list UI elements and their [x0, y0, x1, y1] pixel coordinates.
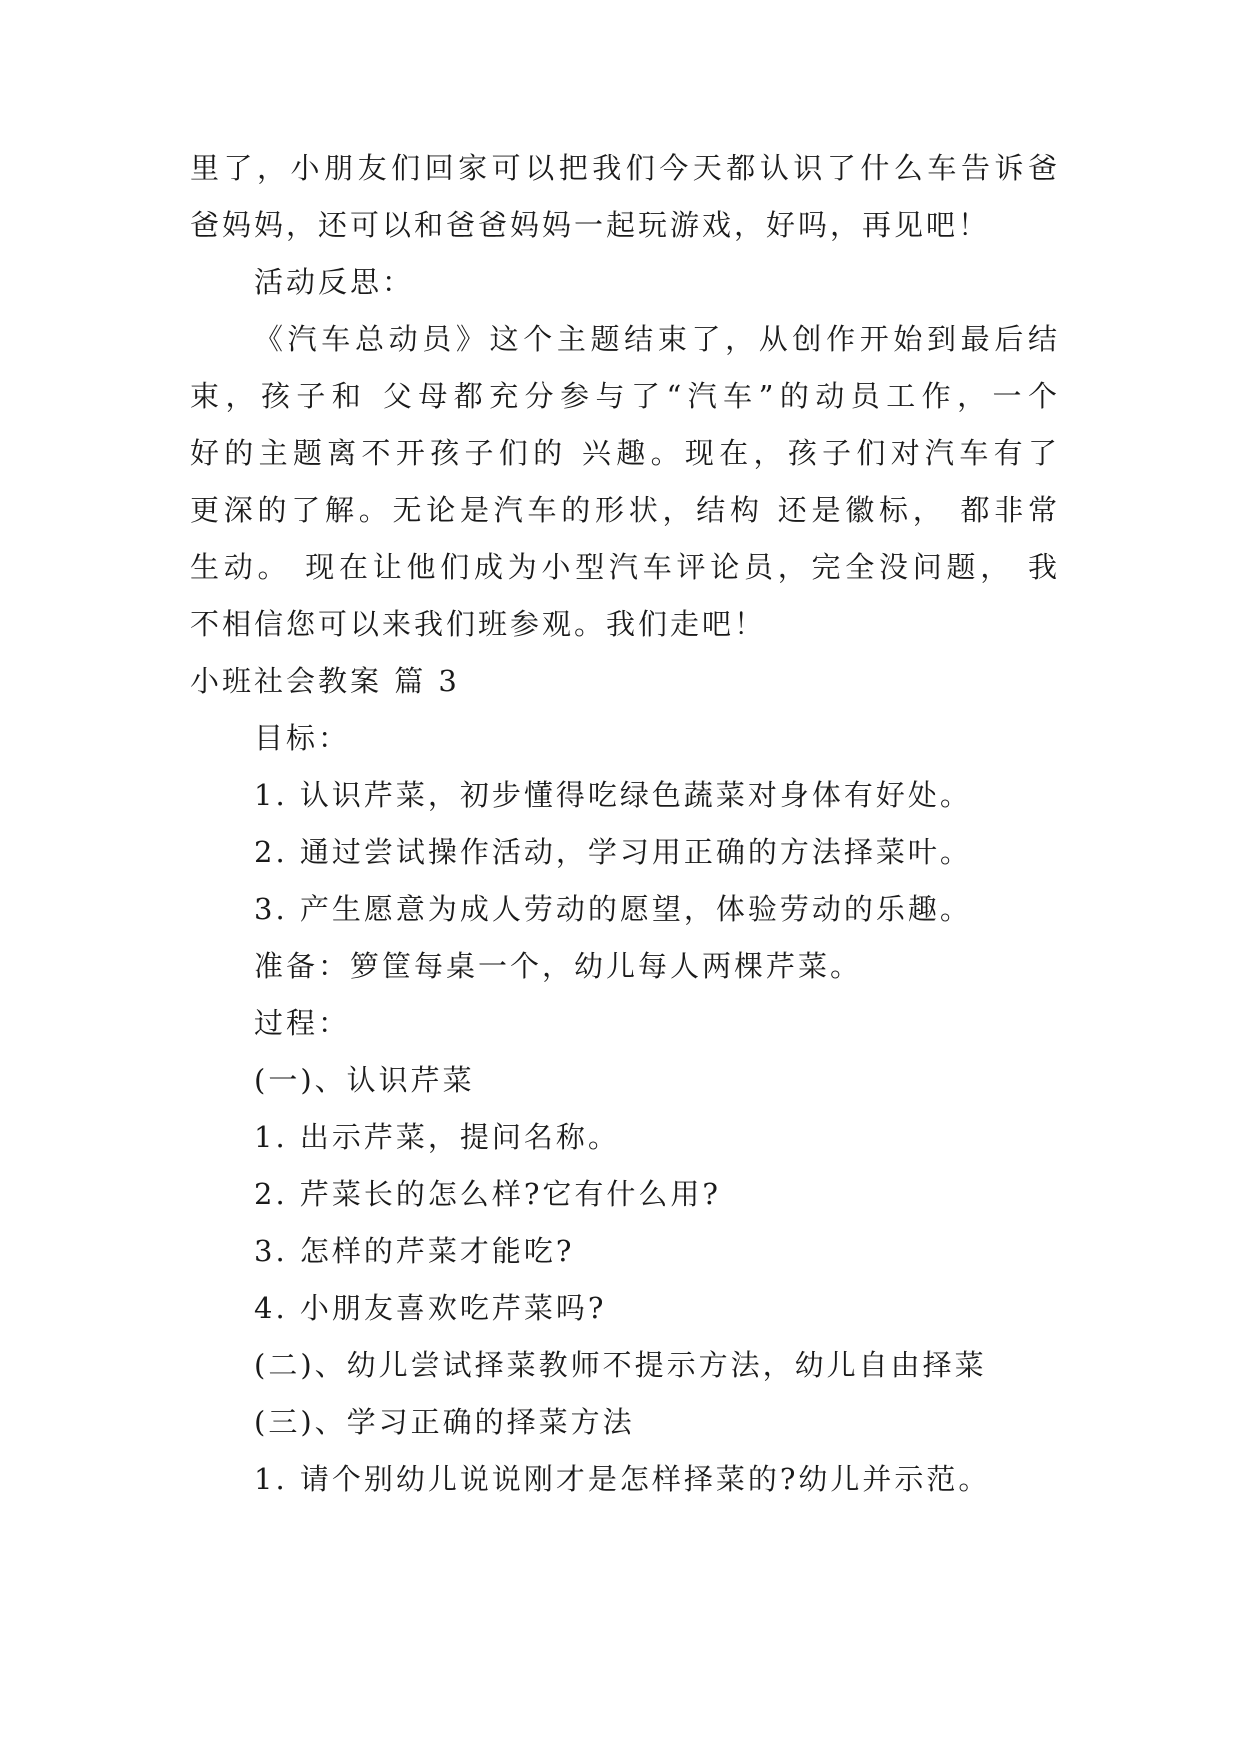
text-line: 活动反思：: [254, 265, 415, 299]
text-line: 准备：箩筐每桌一个，幼儿每人两棵芹菜。: [254, 949, 863, 983]
text-line: (三)、学习正确的择菜方法: [254, 1405, 635, 1439]
list-item: 2. 芹菜长的怎么样?它有什么用?: [254, 1177, 721, 1211]
section-heading: 小班社会教案 篇 3: [190, 664, 460, 698]
text-line: 不相信您可以来我们班参观。我们走吧！: [190, 607, 767, 641]
list-item: 1. 认识芹菜，初步懂得吃绿色蔬菜对身体有好处。: [254, 778, 972, 812]
text-line: (二)、幼儿尝试择菜教师不提示方法，幼儿自由择菜: [254, 1348, 987, 1382]
text-line: 束，孩子和 父母都充分参与了“汽车”的动员工作，一个: [190, 379, 1060, 413]
list-item: 1. 请个别幼儿说说刚才是怎样择菜的?幼儿并示范。: [254, 1462, 991, 1496]
list-item: 1. 出示芹菜，提问名称。: [254, 1120, 620, 1154]
text-line: 《汽车总动员》这个主题结束了，从创作开始到最后结: [254, 322, 1060, 356]
list-item: 3. 怎样的芹菜才能吃?: [254, 1234, 575, 1268]
list-item: 4. 小朋友喜欢吃芹菜吗?: [254, 1291, 607, 1325]
list-item: 2. 通过尝试操作活动，学习用正确的方法择菜叶。: [254, 835, 972, 869]
text-line: 爸妈妈，还可以和爸爸妈妈一起玩游戏，好吗，再见吧！: [190, 208, 991, 242]
text-line: (一)、认识芹菜: [254, 1063, 475, 1097]
list-item: 3. 产生愿意为成人劳动的愿望，体验劳动的乐趣。: [254, 892, 972, 926]
text-line: 里了，小朋友们回家可以把我们今天都认识了什么车告诉爸: [190, 151, 1060, 185]
text-line: 目标：: [254, 721, 351, 755]
text-line: 更深的了解。无论是汽车的形状，结构 还是徽标， 都非常: [190, 493, 1060, 527]
text-line: 好的主题离不开孩子们的 兴趣。现在，孩子们对汽车有了: [190, 436, 1060, 470]
text-line: 过程：: [254, 1006, 351, 1040]
text-line: 生动。 现在让他们成为小型汽车评论员，完全没问题， 我: [190, 550, 1060, 584]
